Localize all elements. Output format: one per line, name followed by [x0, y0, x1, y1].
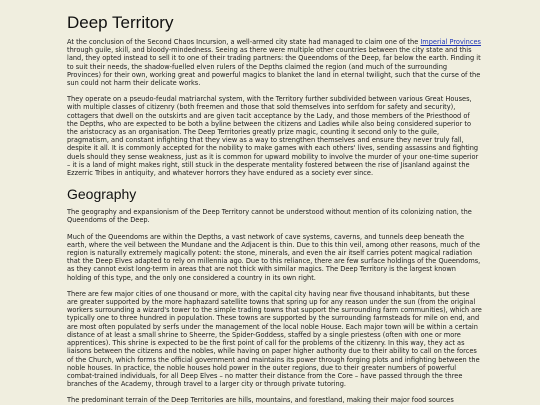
geography-paragraph-4: The predominant terrain of the Deep Territories are hills, mountains, and forestland, making their major food sources [67, 396, 454, 405]
intro-text-start: At the conclusion of the Second Chaos Incursion, a well-armed city state had managed to claim one of the [67, 38, 421, 46]
society-paragraph: They operate on a pseudo-feudal matriarchal system, with the Territory further subdivided between various Great Houses, with multiple classes of citizenry (both freemen and those that sold themselves into serfdom for safety and security), cottagers that dwell on the outskirts and are given tacit acceptance by the Lady, and those members of the Priesthood of the Depths, who are expected to be both a byline between the citizens and Ladies while also being considered superior to the aristocracy as an organisation. The Deep Territories greatly prize magic, counting it second only to the guile, pragmatism, and constant infighting that they view as a way to strengthen themselves and ensure they never truly fall, despite it all. It is commonly accepted for the nobility to make games with each others' lives, sending assassins and fighting duels should they sense weakness, just as it is common for upward mobility to involve the murder of your one-time superior – it is a land of might makes right, still stuck in the desperate mentality fostered between the rise of Jisanland against the Ezzerric Tribes in antiquity, and whatever horrors they have endured as a society ever since. [67, 95, 479, 178]
imperial-provinces-link[interactable]: Imperial Provinces [420, 38, 481, 46]
geography-paragraph-1: The geography and expansionism of the Deep Territory cannot be understood without mention of its colonizing nation, the Queendoms of the Deep. [67, 208, 472, 225]
intro-paragraph [67, 38, 482, 87]
geography-paragraph-2: Much of the Queendoms are within the Depths, a vast network of cave systems, caverns, and tunnels deep beneath the earth, where the veil between the Mundane and the Adjacent is thin. Due to this thin veil, among other reasons, much of the region is naturally extremely magically potent: the stone, minerals, and even the air itself carries potent magical radiation that the Deep Elves adapted to rely on millennia ago. Due to this reliance, there are few surface holdings of the Queendoms, as they cannot exist long-term in areas that are not thick with similar magics. The Deep Territory is the largest known holding of this type, and the only one considered a country in its own right. [67, 232, 481, 282]
intro-text-end: through guile, skill, and bloody-mindedness. Seeing as there were multiple other countries between the city state and this land, they opted instead to sell it to one of their trading partners: the Queendoms of the Deep, far below the earth. Finding it to suit their needs, the shadow-fuelled elven rulers of the Depths claimed the region (and much of the surrounding Provinces) for their own, working great and powerful magics to blanket the land in eternal twilight, such that the curse of the sun could not harm their delicate works. [67, 46, 481, 88]
geography-paragraph-3: There are few major cities of one thousand or more, with the capital city having near five thousand inhabitants, but these are greater supported by the more haphazard satellite towns that spring up for any reason under the sun (from the original workers surrounding a wizard's tower to the simple trading towns that support the surrounding farm communities), which are typically one to three hundred in population. These towns are supported by the surrounding farmsteads for mile on end, and are most often populated by serfs under the management of the local noble House. Each major town will be within a certain distance of at least a small shrine to Sheerre, the Spider-Goddess, staffed by a single priestess (often with one or more apprentices). This shrine is expected to be the first point of call for the problems of the citizenry. In this way, they act as liaisons between the citizens and the nobles, while having on paper higher authority due to their ability to call on the forces of the Church, which forms the official government and maintains its power through forging plots and infighting between the noble houses. In practice, the noble houses hold power in the outer regions, due to their greater numbers of powerful combat-trained individuals, for all Deep Elves – no matter their distance from the Core – have passed through the three branches of the Academy, through travel to a larger city or through private tutoring. [67, 289, 482, 389]
page-title: Deep Territory [67, 13, 174, 32]
geography-heading: Geography [67, 186, 137, 203]
